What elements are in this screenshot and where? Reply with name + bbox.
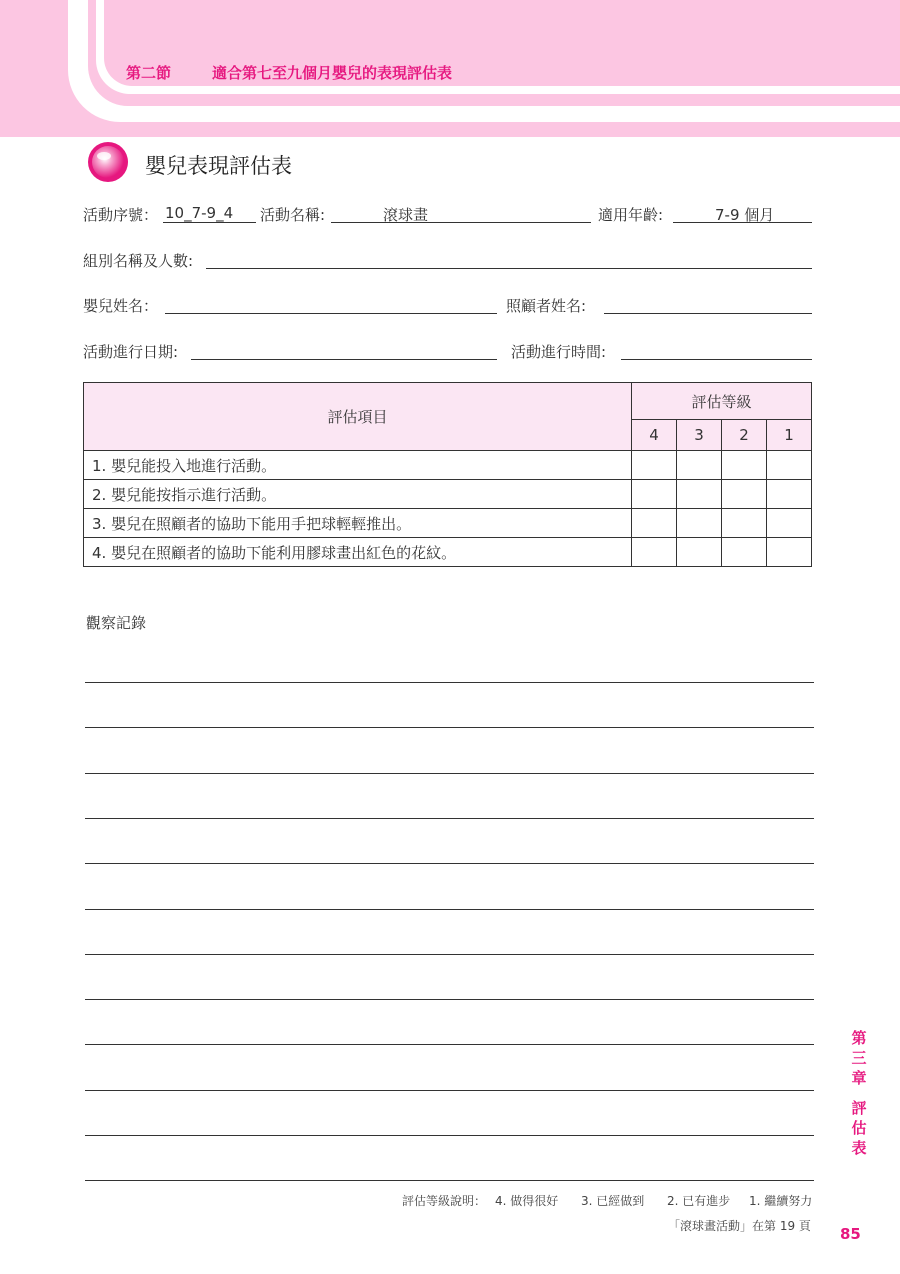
grade-cell[interactable]	[767, 538, 812, 567]
side-tab-char: 評	[851, 1099, 867, 1117]
page-number: 85	[840, 1225, 861, 1243]
section-title: 適合第七至九個月嬰兒的表現評估表	[212, 64, 453, 82]
group-line[interactable]	[206, 268, 812, 269]
activity-no-line	[163, 222, 256, 223]
observation-line[interactable]	[85, 909, 814, 910]
age-value[interactable]: 7-9 個月	[715, 206, 775, 224]
time-label: 活動進行時間:	[511, 343, 607, 361]
infant-name-label: 嬰兒姓名：	[83, 297, 159, 315]
legend-label: 評估等級說明：	[402, 1194, 487, 1208]
grade-header: 評估等級	[632, 383, 812, 420]
grade-cell[interactable]	[632, 451, 677, 480]
grade-cell[interactable]	[677, 509, 722, 538]
table-row	[84, 538, 812, 567]
grade-cell[interactable]	[767, 451, 812, 480]
grade-cell[interactable]	[632, 538, 677, 567]
grade-cell[interactable]	[767, 509, 812, 538]
date-label: 活動進行日期:	[83, 343, 179, 361]
grade-1-header: 1	[767, 420, 812, 451]
observation-line[interactable]	[85, 682, 814, 683]
grade-cell[interactable]	[632, 509, 677, 538]
date-line[interactable]	[191, 359, 497, 360]
section-number: 第二節	[126, 64, 172, 82]
item-header: 評估項目	[84, 383, 632, 451]
legend-item: 2. 已有進步	[667, 1194, 731, 1208]
grade-cell[interactable]	[722, 509, 767, 538]
grade-cell[interactable]	[722, 451, 767, 480]
grade-cell[interactable]	[677, 538, 722, 567]
observation-line[interactable]	[85, 999, 814, 1000]
grade-3-header: 3	[677, 420, 722, 451]
pink-sphere-icon	[87, 141, 129, 183]
item-4: 4. 嬰兒在照顧者的協助下能利用膠球畫出紅色的花紋。	[84, 538, 632, 567]
group-label: 組別名稱及人數:	[83, 252, 194, 270]
grade-cell[interactable]	[677, 451, 722, 480]
table-row	[84, 451, 812, 480]
legend-item: 3. 已經做到	[581, 1194, 645, 1208]
grade-cell[interactable]	[677, 480, 722, 509]
item-2: 2. 嬰兒能按指示進行活動。	[84, 480, 632, 509]
observation-line[interactable]	[85, 1044, 814, 1045]
grade-2-header: 2	[722, 420, 767, 451]
carer-name-line[interactable]	[604, 313, 812, 314]
activity-no-label: 活動序號：	[83, 206, 159, 224]
side-tab-char: 三	[851, 1049, 867, 1067]
age-label: 適用年齡:	[598, 206, 664, 224]
observation-line[interactable]	[85, 954, 814, 955]
item-1: 1. 嬰兒能投入地進行活動。	[84, 451, 632, 480]
side-tab-char: 估	[851, 1119, 867, 1137]
page-title: 嬰兒表現評估表	[145, 154, 292, 178]
grade-cell[interactable]	[722, 538, 767, 567]
grade-cell[interactable]	[722, 480, 767, 509]
legend-item: 4. 做得很好	[495, 1194, 559, 1208]
observation-line[interactable]	[85, 818, 814, 819]
table-row	[84, 480, 812, 509]
side-tab-chapter	[846, 1028, 872, 1088]
activity-no-value[interactable]: 10_7-9_4	[165, 204, 234, 222]
evaluation-table	[83, 382, 812, 567]
item-3: 3. 嬰兒在照顧者的協助下能用手把球輕輕推出。	[84, 509, 632, 538]
grade-cell[interactable]	[767, 480, 812, 509]
activity-name-line	[331, 222, 591, 223]
grade-4-header: 4	[632, 420, 677, 451]
activity-name-value[interactable]: 滾球畫	[383, 206, 429, 224]
infant-name-line[interactable]	[165, 313, 497, 314]
observation-line[interactable]	[85, 773, 814, 774]
time-line[interactable]	[621, 359, 812, 360]
side-tab-char: 章	[851, 1069, 867, 1087]
legend-item: 1. 繼續努力	[749, 1194, 813, 1208]
activity-name-label: 活動名稱:	[260, 206, 326, 224]
observation-label: 觀察記錄	[86, 614, 147, 632]
observation-line[interactable]	[85, 1135, 814, 1136]
table-row	[84, 509, 812, 538]
page-reference: 「滾球畫活動」在第 19 頁	[668, 1219, 811, 1233]
carer-name-label: 照顧者姓名:	[506, 297, 587, 315]
grade-cell[interactable]	[632, 480, 677, 509]
side-tab-char: 表	[851, 1139, 867, 1157]
side-tab-name	[846, 1098, 872, 1158]
observation-line[interactable]	[85, 863, 814, 864]
observation-line[interactable]	[85, 1180, 814, 1181]
observation-line[interactable]	[85, 727, 814, 728]
side-tab-char: 第	[851, 1029, 867, 1047]
observation-line[interactable]	[85, 1090, 814, 1091]
